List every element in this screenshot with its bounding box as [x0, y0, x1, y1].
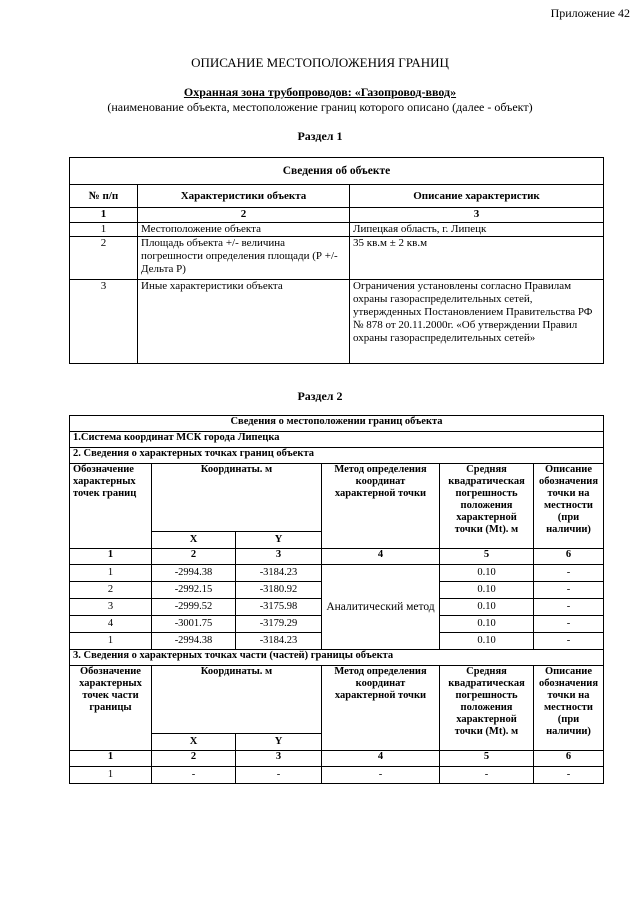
point-id: 4: [70, 616, 152, 633]
part-point-x: -: [152, 767, 236, 784]
table-row: [70, 223, 604, 237]
col-number: 2: [152, 751, 236, 767]
boundary-table-header: Сведения о местоположении границ объекта: [70, 416, 604, 432]
col-number: 3: [236, 751, 322, 767]
table-row: [70, 280, 604, 364]
table-row: [70, 565, 604, 582]
point-error: 0.10: [440, 633, 534, 650]
part-point-id: 1: [70, 767, 152, 784]
row-num: 2: [70, 237, 138, 280]
part-point-error: -: [440, 767, 534, 784]
col-header-y: Y: [236, 734, 322, 751]
point-note: -: [534, 633, 604, 650]
col-number: 1: [70, 549, 152, 565]
col-header-method: Метод определения координат характерной точки: [322, 464, 440, 549]
col-header-num: № п/п: [70, 185, 138, 208]
col-number: 6: [534, 751, 604, 767]
col-header-x: X: [152, 734, 236, 751]
point-error: 0.10: [440, 565, 534, 582]
col-header-note: Описание обозначения точки на местности (при наличии): [534, 464, 604, 549]
point-error: 0.10: [440, 599, 534, 616]
coordinate-system: 1.Система координат МСК города Липецка: [70, 432, 604, 448]
point-id: 1: [70, 633, 152, 650]
section-boundary-points: 2. Сведения о характерных точках границ объекта: [70, 448, 604, 464]
point-x: -2992.15: [152, 582, 236, 599]
boundary-location-table: [69, 415, 604, 784]
part-point-note: -: [534, 767, 604, 784]
appendix-label: Приложение 42: [550, 6, 630, 20]
row-num: 1: [70, 223, 138, 237]
part-point-y: -: [236, 767, 322, 784]
col-number: 5: [440, 751, 534, 767]
row-num: 3: [70, 280, 138, 364]
table-row: [70, 237, 604, 280]
col-header-method: Метод определения координат характерной точки: [322, 666, 440, 751]
point-note: -: [534, 582, 604, 599]
section-1-heading: Раздел 1: [297, 129, 343, 143]
point-error: 0.10: [440, 616, 534, 633]
point-id: 1: [70, 565, 152, 582]
row-description: Ограничения установлены согласно Правилам охраны газораспределительных сетей, утвержденных Постановлением Правительства РФ № 878 от 20.11.2000г. «Об утверждении Правил охраны газораспределительных сетей»: [350, 280, 604, 364]
col-number: 2: [152, 549, 236, 565]
col-header-note: Описание обозначения точки на местности (при наличии): [534, 666, 604, 751]
part-point-method: -: [322, 767, 440, 784]
col-number: 4: [322, 751, 440, 767]
col-header-x: X: [152, 532, 236, 549]
col-number: 3: [350, 208, 604, 223]
section-part-points: 3. Сведения о характерных точках части (частей) границы объекта: [70, 650, 604, 666]
row-characteristic: Иные характеристики объекта: [138, 280, 350, 364]
row-characteristic: Местоположение объекта: [138, 223, 350, 237]
col-header-points-part: Обозначение характерных точек части границы: [70, 666, 152, 751]
col-number: 1: [70, 751, 152, 767]
point-x: -2999.52: [152, 599, 236, 616]
object-info-table: [69, 157, 604, 364]
col-number: 2: [138, 208, 350, 223]
point-error: 0.10: [440, 582, 534, 599]
point-x: -3001.75: [152, 616, 236, 633]
col-header-points: Обозначение характерных точек границ: [70, 464, 152, 549]
col-header-coordinates: Координаты. м: [152, 666, 322, 734]
point-note: -: [534, 599, 604, 616]
table-row: [70, 767, 604, 784]
row-characteristic: Площадь объекта +/- величина погрешности определения площади (Р +/- Дельта Р): [138, 237, 350, 280]
page-title: ОПИСАНИЕ МЕСТОПОЛОЖЕНИЯ ГРАНИЦ: [191, 55, 449, 70]
col-number: 5: [440, 549, 534, 565]
object-info-header: Сведения об объекте: [70, 158, 604, 185]
object-description: (наименование объекта, местоположение границ которого описано (далее - объект): [107, 100, 533, 114]
point-y: -3184.23: [236, 565, 322, 582]
col-number: 6: [534, 549, 604, 565]
point-note: -: [534, 565, 604, 582]
col-header-characteristic: Характеристики объекта: [138, 185, 350, 208]
point-note: -: [534, 616, 604, 633]
object-name: Охранная зона трубопроводов: «Газопровод-ввод»: [183, 85, 457, 99]
row-description: Липецкая область, г. Липецк: [350, 223, 604, 237]
row-description: 35 кв.м ± 2 кв.м: [350, 237, 604, 280]
point-id: 2: [70, 582, 152, 599]
col-number: 3: [236, 549, 322, 565]
col-number: 4: [322, 549, 440, 565]
col-header-coordinates: Координаты. м: [152, 464, 322, 532]
section-2-heading: Раздел 2: [297, 389, 343, 403]
col-header-description: Описание характеристик: [350, 185, 604, 208]
point-y: -3184.23: [236, 633, 322, 650]
point-x: -2994.38: [152, 565, 236, 582]
col-header-error: Средняя квадратическая погрешность положения характерной точки (Mt). м: [440, 666, 534, 751]
point-id: 3: [70, 599, 152, 616]
point-y: -3180.92: [236, 582, 322, 599]
point-x: -2994.38: [152, 633, 236, 650]
col-number: 1: [70, 208, 138, 223]
col-header-error: Средняя квадратическая погрешность положения характерной точки (Mt). м: [440, 464, 534, 549]
col-header-y: Y: [236, 532, 322, 549]
point-y: -3175.98: [236, 599, 322, 616]
point-method: Аналитический метод: [322, 565, 440, 650]
point-y: -3179.29: [236, 616, 322, 633]
